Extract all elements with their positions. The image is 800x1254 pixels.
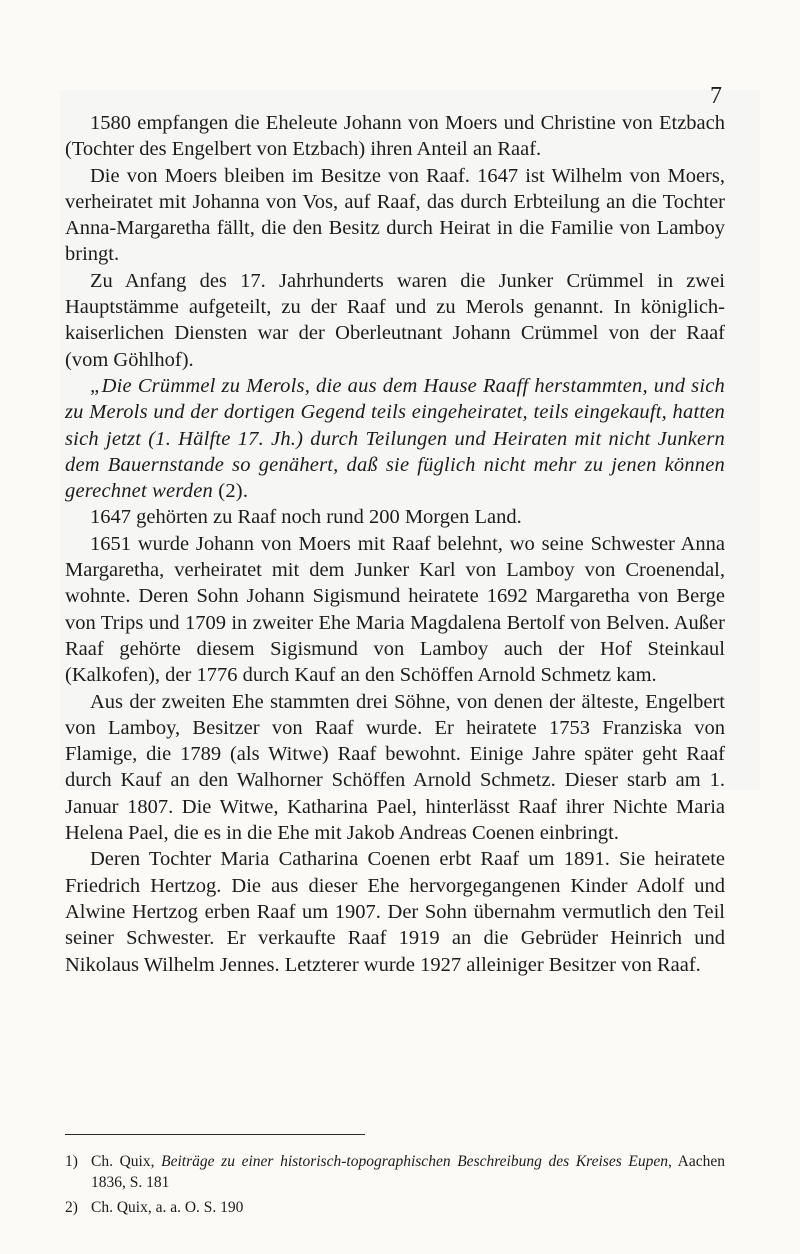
quote-reference: (2). [212,480,249,503]
footnote-title: Beiträge zu einer historisch-topographischen Beschreibung des Kreises Eupen [161,1153,668,1170]
paragraph: Zu Anfang des 17. Jahrhunderts waren die Junker Crümmel in zwei Hauptstämme aufgeteilt, zu der Raaf und zu Merols genannt. In königlich-kaiserlichen Diensten war der Oberleutnant Johann Crümmel von der Raaf (vom Göhlhof). [65,269,725,371]
footnote [65,1198,725,1219]
footnote-text [91,1152,725,1193]
page-number: 7 [710,83,722,109]
paragraph: 1651 wurde Johann von Moers mit Raaf belehnt, wo seine Schwester Anna Margaretha, verheiratet mit dem Junker Karl von Lamboy von Croenendal, wohnte. Deren Sohn Johann Sigismund heiratete 1692 Margaretha von Berge von Trips und 1709 in zweiter Ehe Maria Magdalena Bertolf von Belven. Außer Raaf gehörte diesem Sigismund von Lamboy auch der Hof Steinkaul (Kalkofen), der 1776 durch Kauf an den Schöffen Arnold Schmetz kam. [65,532,725,687]
paragraph: 1647 gehörten zu Raaf noch rund 200 Morgen Land. [90,506,522,529]
footnote-text: Ch. Quix, a. a. O. S. 190 [91,1199,244,1216]
body-text [65,110,725,978]
footnote-number: 2) [65,1199,78,1216]
paragraph: Aus der zweiten Ehe stammten drei Söhne, von denen der älteste, Engelbert von Lamboy, Besitzer von Raaf wurde. Er heiratete 1753 Franziska von Flamige, die 1789 (als Witwe) Raaf bewohnt. Einige Jahre später geht Raaf durch Kauf an den Walhorner Schöffen Arnold Schmetz. Dieser starb am 1. Januar 1807. Die Witwe, Katharina Pael, hinterlässt Raaf ihrer Nichte Maria Helena Pael, die es in die Ehe mit Jakob Andreas Coenen einbringt. [65,690,725,845]
footnote-author: Ch. Quix, [91,1153,162,1170]
paragraph: Die von Moers bleiben im Besitze von Raaf. 1647 ist Wilhelm von Moers, verheiratet mit Johanna von Vos, auf Raaf, das durch Erbteilung an die Tochter Anna-Margaretha fällt, die den Besitz durch Heirat in die Familie von Lamboy bringt. [65,164,725,266]
footnote-number: 1) [65,1153,78,1170]
quote-paragraph [65,373,725,504]
footnote-publication: , Aachen 1836, S. 181 [91,1153,725,1191]
quote-text: „Die Crümmel zu Merols, die aus dem Hause Raaff herstammten, und sich zu Merols und der dortigen Gegend teils eingeheiratet, teils eingekauft, hatten sich jetzt (1. Hälfte 17. Jh.) durch Teilungen und Heiraten mit nicht Junkern dem Bauernstande so genähert, daß sie füglich nicht mehr zu jenen können gerechnet werden [65,374,725,503]
footnote-divider [65,1134,365,1135]
footnote [65,1152,725,1193]
paragraph: Deren Tochter Maria Catharina Coenen erbt Raaf um 1891. Sie heiratete Friedrich Hertzog. Die aus dieser Ehe hervorgegangenen Kinder Adolf und Alwine Hertzog erben Raaf um 1907. Der Sohn übernahm vermutlich den Teil seiner Schwester. Er verkaufte Raaf 1919 an die Gebrüder Heinrich und Nikolaus Wilhelm Jennes. Letzterer wurde 1927 alleiniger Besitzer von Raaf. [65,848,725,976]
footnotes [65,1152,725,1224]
paragraph: 1580 empfangen die Eheleute Johann von Moers und Christine von Etzbach (Tochter des Engelbert von Etzbach) ihren Anteil an Raaf. [65,112,725,161]
